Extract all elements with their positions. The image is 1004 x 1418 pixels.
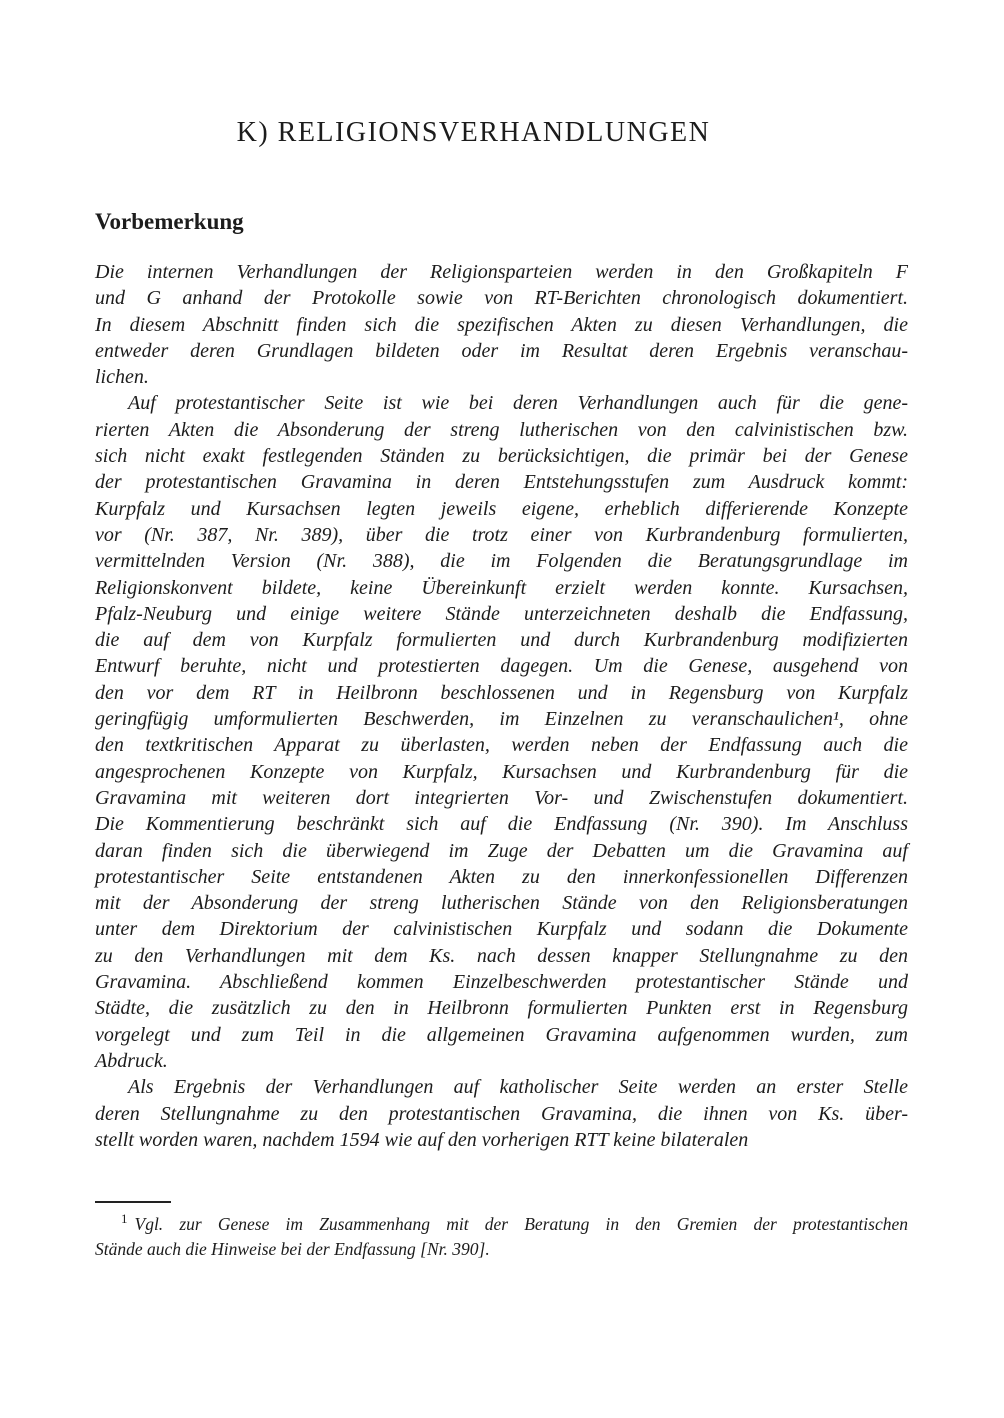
footnote-marker: 1 (121, 1211, 128, 1227)
text-line: vermittelnden Version (Nr. 388), die im Folgenden die Beratungsgrundlage im (95, 550, 908, 573)
text-line: Die internen Verhandlungen der Religionsparteien werden in den Großkapiteln F (95, 261, 908, 283)
text-line: Als Ergebnis der Verhandlungen auf katholischer Seite werden an erster Stelle (128, 1076, 908, 1099)
text-line: sich nicht exakt festlegenden Ständen zu berücksichtigen, die primär bei der Genese (95, 445, 908, 468)
text-line: den textkritischen Apparat zu überlasten, werden neben der Endfassung auch die (95, 734, 908, 757)
footnote-line: $^1$ Vgl. zur Genese im Zusammenhang mit der Beratung in den Gremien der protestantischen (121, 1211, 908, 1235)
text-line: Auf protestantischer Seite ist wie bei deren Verhandlungen auch für die gene- (128, 392, 908, 415)
footnote-line: Stände auch die Hinweise bei der Endfassung [Nr. 390]. (95, 1238, 490, 1259)
text-block (95, 0, 908, 1261)
text-line: und G anhand der Protokolle sowie von RT-Berichten chronologisch dokumentiert. (95, 287, 908, 310)
text-line: der protestantischen Gravamina in deren Entstehungsstufen zum Ausdruck kommt: (95, 471, 908, 494)
text-line: Religionskonvent bildete, keine Übereinkunft erzielt werden konnte. Kursachsen, (95, 576, 908, 599)
text-line: protestantischer Seite entstandenen Akten zu den innerkonfessionellen Differenzen (95, 865, 908, 888)
text-line: rierten Akten die Absonderung der streng lutherischen von den calvinistischen bzw. (95, 418, 908, 441)
text-line: stellt worden waren, nachdem 1594 wie auf den vorherigen RTT keine bilateralen (95, 1128, 749, 1151)
footnote-separator-rule (95, 1201, 171, 1203)
text-line: geringfügig umformulierten Beschwerden, im Einzelnen zu veranschaulichen¹, ohne (95, 708, 908, 731)
text-line: unter dem Direktorium der calvinistischen Kurpfalz und sodann die Dokumente (95, 918, 908, 941)
text-line: zu den Verhandlungen mit dem Ks. nach dessen knapper Stellungnahme zu den (95, 944, 908, 967)
text-line: lichen. (95, 366, 149, 389)
text-line: vor (Nr. 387, Nr. 389), über die trotz einer von Kurbrandenburg formulierten, (95, 523, 908, 546)
text-line: Gravamina. Abschließend kommen Einzelbeschwerden protestantischer Stände und (95, 971, 908, 994)
text-line: vorgelegt und zum Teil in die allgemeinen Gravamina aufgenommen wurden, zum (95, 1023, 908, 1046)
footnote (95, 1212, 908, 1261)
text-line: Städte, die zusätzlich zu den in Heilbronn formulierten Punkten erst in Regensburg (95, 997, 908, 1020)
text-line: daran finden sich die überwiegend im Zuge der Debatten um die Gravamina auf (95, 839, 908, 862)
text-line: entweder deren Grundlagen bildeten oder im Resultat deren Ergebnis veranschau- (95, 339, 908, 362)
text-line: In diesem Abschnitt finden sich die spezifischen Akten zu diesen Verhandlungen, die (95, 313, 908, 336)
text-line: deren Stellungnahme zu den protestantischen Gravamina, die ihnen von Ks. über- (95, 1102, 908, 1125)
text-line: mit der Absonderung der streng lutherischen Stände von den Religionsberatungen (95, 892, 908, 915)
text-line: Die Kommentierung beschränkt sich auf die Endfassung (Nr. 390). Im Anschluss (95, 813, 908, 836)
text-line: Kurpfalz und Kursachsen legten jeweils eigene, erheblich differierende Konzepte (95, 497, 908, 520)
text-line: Pfalz-Neuburg und einige weitere Stände unterzeichneten deshalb die Endfassung, (95, 602, 908, 625)
text-line: angesprochenen Konzepte von Kurpfalz, Kursachsen und Kurbrandenburg für die (95, 760, 908, 783)
page-title: K) RELIGIONSVERHANDLUNGEN (236, 117, 711, 148)
text-line: Gravamina mit weiteren dort integrierten Vor- und Zwischenstufen dokumentiert. (95, 786, 908, 809)
text-line: die auf dem von Kurpfalz formulierten und durch Kurbrandenburg modifizierten (95, 629, 908, 652)
body-text (95, 259, 908, 1153)
text-line: Abdruck. (95, 1049, 168, 1072)
text-line: den vor dem RT in Heilbronn beschlossenen und in Regensburg von Kurpfalz (95, 681, 908, 704)
text-line: Entwurf beruhte, nicht und protestierten dagegen. Um die Genese, ausgehend von (95, 655, 908, 678)
section-heading: Vorbemerkung (95, 209, 244, 234)
